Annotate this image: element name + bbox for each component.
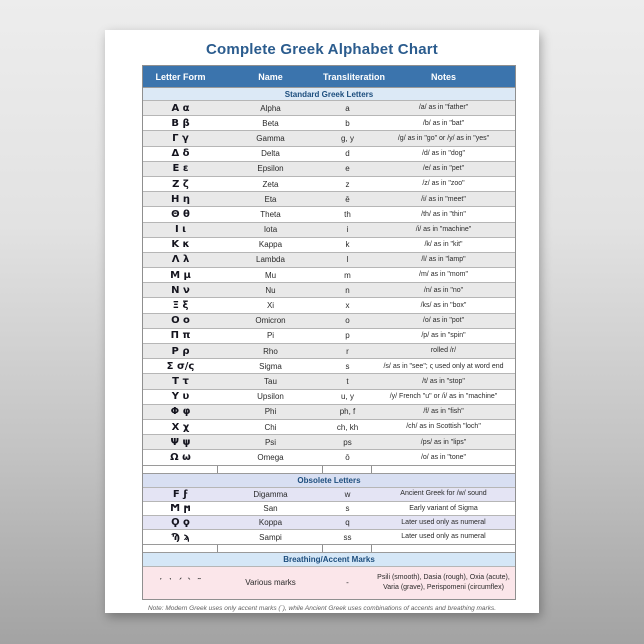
table-row — [143, 206, 515, 221]
cell-letter-form: Ϡ ϡ — [171, 531, 190, 543]
cell-letter-form: Ϝ ϝ — [172, 488, 189, 500]
section-gap-cell — [143, 466, 218, 473]
cell-letter-form: Φ φ — [170, 406, 191, 418]
cell-notes: Later used only as numeral — [401, 519, 486, 527]
column-header-name: Name — [258, 71, 283, 82]
cell-notes: /ch/ as in Scottish "loch" — [406, 423, 481, 431]
page-title: Complete Greek Alphabet Chart — [206, 41, 438, 58]
cell-transliteration: n — [345, 285, 350, 295]
section-gap-cell — [218, 545, 323, 552]
section-gap — [143, 465, 515, 473]
cell-name: Iota — [263, 225, 278, 235]
cell-notes: rolled /r/ — [430, 347, 457, 355]
cell-letter-form: Θ θ — [171, 208, 190, 220]
cell-transliteration: o — [345, 316, 350, 326]
section-gap-cell — [323, 545, 372, 552]
table-row — [143, 100, 515, 115]
table-row — [143, 313, 515, 328]
cell-name: Sigma — [259, 361, 282, 371]
cell-notes: /o/ as in "pot" — [422, 317, 465, 324]
cell-transliteration: s — [345, 503, 350, 513]
cell-letter-form: Ω ω — [170, 451, 191, 463]
cell-transliteration: t — [346, 376, 349, 386]
cell-transliteration: q — [345, 518, 350, 528]
cell-letter-form: Δ δ — [171, 148, 190, 160]
cell-letter-form: Ι ι — [174, 224, 187, 236]
cell-notes: /y/ French "u" or /i/ as in "machine" — [389, 392, 498, 400]
cell-transliteration: b — [345, 118, 350, 128]
cell-notes: /n/ as in "no" — [423, 286, 464, 294]
cell-name: Gamma — [256, 133, 285, 143]
cell-name: Tau — [264, 376, 277, 386]
cell-name: Phi — [264, 407, 277, 417]
cell-notes: /m/ as in "mom" — [419, 271, 468, 279]
cell-letter-form: Υ υ — [171, 391, 190, 403]
cell-notes: /z/ as in "zoo" — [422, 180, 465, 188]
cell-letter-form: ᾿ ῾ ´ ` ῀ — [158, 577, 203, 588]
cell-name: Rho — [263, 346, 278, 356]
section-gap-cell — [372, 466, 515, 473]
cell-notes: Ancient Greek for /w/ sound — [400, 490, 487, 498]
cell-transliteration: ē — [345, 194, 350, 204]
cell-name: Kappa — [258, 240, 283, 250]
section-gap-cell — [218, 466, 323, 473]
cell-name: Beta — [262, 118, 279, 128]
table-row — [143, 222, 515, 237]
cell-notes: /ps/ as in "lips" — [420, 438, 467, 446]
cell-notes: /i/ as in "machine" — [415, 225, 472, 233]
cell-transliteration: l — [346, 255, 349, 265]
table-row — [143, 191, 515, 206]
cell-transliteration: g, y — [341, 133, 354, 143]
cell-notes: /k/ as in "kit" — [424, 241, 463, 249]
table-row — [143, 529, 515, 543]
cell-letter-form: Ε ε — [172, 163, 189, 175]
section-header-obs: Obsolete Letters — [143, 473, 515, 487]
cell-notes: /th/ as in "thin" — [421, 210, 466, 218]
table-row — [143, 297, 515, 312]
cell-notes: /b/ as in "bat" — [422, 119, 465, 127]
table-row — [143, 252, 515, 267]
cell-letter-form: Ζ ζ — [172, 178, 189, 190]
cell-transliteration: r — [346, 346, 349, 356]
table-row — [143, 146, 515, 161]
cell-transliteration: k — [345, 240, 350, 250]
table-sections — [143, 87, 515, 599]
cell-transliteration: i — [346, 225, 349, 235]
cell-letter-form: Τ τ — [172, 375, 189, 387]
cell-name: Upsilon — [257, 392, 284, 402]
section-gap-cell — [323, 466, 372, 473]
table-row — [143, 358, 515, 373]
table-row — [143, 487, 515, 501]
cell-letter-form: Ξ ξ — [172, 300, 189, 312]
cell-name: Lambda — [256, 255, 285, 265]
cell-notes: Early variant of Sigma — [409, 504, 478, 512]
cell-name: Eta — [264, 194, 277, 204]
cell-notes: /e/ as in "pet" — [422, 165, 465, 173]
cell-name: Pi — [266, 331, 275, 341]
cell-transliteration: ss — [343, 532, 352, 542]
column-header-transliteration: Transliteration — [323, 71, 386, 82]
section-gap — [143, 544, 515, 552]
table-row — [143, 373, 515, 388]
cell-name: Psi — [264, 437, 277, 447]
cell-transliteration: - — [346, 578, 349, 588]
cell-name: San — [263, 503, 278, 513]
cell-transliteration: ps — [343, 437, 352, 447]
table-row — [143, 501, 515, 515]
cell-letter-form: Γ γ — [172, 132, 189, 144]
cell-name: Xi — [266, 301, 275, 311]
cell-transliteration: x — [345, 301, 350, 311]
cell-transliteration: e — [345, 164, 350, 174]
cell-transliteration: th — [344, 209, 351, 219]
cell-letter-form: Κ κ — [171, 239, 190, 251]
cell-transliteration: d — [345, 149, 350, 159]
cell-name: Various marks — [245, 578, 296, 588]
cell-letter-form: Μ μ — [170, 269, 191, 281]
cell-letter-form: Ϻ ϻ — [170, 502, 191, 514]
cell-name: Chi — [264, 422, 277, 432]
table-row — [143, 389, 515, 404]
cell-letter-form: Ψ ψ — [170, 436, 191, 448]
table-row — [143, 115, 515, 130]
cell-name: Omicron — [255, 316, 286, 326]
table-row — [143, 237, 515, 252]
cell-name: Omega — [257, 452, 284, 462]
cell-letter-form: Ν ν — [171, 284, 190, 296]
poster-page — [105, 30, 539, 613]
cell-notes: /ks/ as in "box" — [420, 301, 467, 309]
cell-transliteration: w — [344, 489, 351, 499]
cell-letter-form: Σ σ/ς — [166, 360, 195, 372]
cell-name: Alpha — [260, 103, 281, 113]
cell-notes: /o/ as in "tone" — [420, 453, 467, 461]
cell-transliteration: z — [345, 179, 350, 189]
cell-name: Sampi — [259, 532, 282, 542]
table-row — [143, 566, 515, 599]
table-row — [143, 404, 515, 419]
cell-transliteration: a — [345, 103, 350, 113]
table-row — [143, 130, 515, 145]
cell-notes: /l/ as in "lamp" — [421, 256, 466, 264]
cell-name: Delta — [261, 149, 280, 159]
cell-notes: Psili (smooth), Dasia (rough), Oxia (acute), Varia (grave), Perispomeni (circumflex) — [377, 574, 510, 591]
cell-name: Nu — [265, 285, 276, 295]
table-row — [143, 343, 515, 358]
section-header-std: Standard Greek Letters — [143, 87, 515, 100]
cell-notes: /f/ as in "fish" — [423, 408, 464, 416]
cell-letter-form: Α α — [171, 102, 190, 114]
cell-notes: /g/ as in "go" or /y/ as in "yes" — [397, 134, 490, 142]
cell-transliteration: u, y — [341, 392, 354, 402]
table-row — [143, 267, 515, 282]
cell-name: Koppa — [258, 518, 283, 528]
column-header-notes: Notes — [430, 71, 456, 82]
footnote: Note: Modern Greek uses only accent marks (´), while Ancient Greek uses combinations of accents and breathing marks. — [147, 604, 497, 612]
cell-name: Digamma — [253, 489, 288, 499]
table-row — [143, 328, 515, 343]
table-row — [143, 515, 515, 529]
cell-notes: /a/ as in "father" — [418, 104, 469, 112]
table-row — [143, 282, 515, 297]
cell-name: Theta — [260, 209, 281, 219]
cell-letter-form: Ρ ρ — [171, 345, 190, 357]
cell-letter-form: Π π — [170, 330, 191, 342]
cell-notes: /d/ as in "dog" — [421, 149, 466, 157]
cell-transliteration: ph, f — [339, 407, 356, 417]
cell-letter-form: Ϙ ϙ — [171, 517, 190, 529]
table-header-row — [143, 66, 515, 87]
cell-notes: /t/ as in "stop" — [422, 377, 465, 385]
cell-letter-form: Β β — [171, 117, 190, 129]
cell-name: Zeta — [262, 179, 279, 189]
table-row — [143, 176, 515, 191]
section-gap-cell — [143, 545, 218, 552]
cell-notes: /p/ as in "spin" — [421, 332, 466, 340]
cell-letter-form: Χ χ — [171, 421, 190, 433]
cell-notes: /i/ as in "meet" — [421, 195, 466, 203]
cell-transliteration: ch, kh — [336, 422, 359, 432]
cell-notes: Later used only as numeral — [401, 533, 486, 541]
column-header-letter-form: Letter Form — [155, 71, 206, 82]
cell-letter-form: Λ λ — [171, 254, 190, 266]
cell-transliteration: m — [344, 270, 351, 280]
cell-letter-form: Ο ο — [171, 315, 190, 327]
cell-transliteration: s — [345, 361, 350, 371]
table-row — [143, 434, 515, 449]
table-row — [143, 161, 515, 176]
cell-transliteration: p — [345, 331, 350, 341]
table-row — [143, 449, 515, 464]
cell-transliteration: ō — [345, 452, 350, 462]
cell-name: Mu — [264, 270, 277, 280]
greek-alphabet-table — [142, 65, 516, 600]
table-row — [143, 419, 515, 434]
cell-letter-form: Η η — [171, 193, 190, 205]
cell-notes: /s/ as in "see"; ς used only at word end — [383, 362, 504, 370]
cell-name: Epsilon — [257, 164, 284, 174]
section-header-brt: Breathing/Accent Marks — [143, 552, 515, 566]
section-gap-cell — [372, 545, 515, 552]
